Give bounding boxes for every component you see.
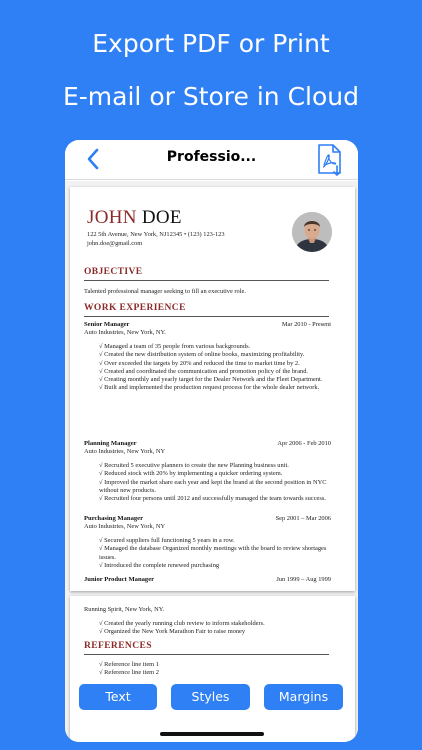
resume-page-1[interactable] [70, 187, 355, 591]
section-divider [84, 280, 329, 281]
promo-headline-2: E-mail or Store in Cloud [62, 82, 360, 111]
document-canvas[interactable] [65, 181, 358, 742]
job-title: Junior Product Manager [84, 576, 155, 583]
job-date: Apr 2006 - Feb 2010 [277, 440, 331, 447]
job-company: Auto Industries, New York, NY [84, 523, 166, 530]
styles-button[interactable]: Styles [171, 684, 250, 710]
promo-headline-1: Export PDF or Print [92, 29, 330, 58]
job-bullets: √ Created the yearly running club review to inform stakeholders. √ Organized the New York Marathon Fair to raise money [99, 620, 265, 636]
resume-email: john.doe@gmail.com [87, 240, 143, 247]
references-heading: REFERENCES [84, 641, 152, 651]
resume-name: JOHN DOE [87, 207, 182, 228]
home-indicator[interactable] [160, 732, 264, 736]
references-list: √ Reference line item 1 √ Reference line item 2 [99, 661, 159, 677]
objective-text: Talented professional manager seeking to fill an executive role. [84, 288, 246, 295]
phone-screen [65, 140, 358, 742]
document-title: Professio... [166, 149, 257, 165]
job-bullets: √ Recruited 5 executive planners to create the new Planning business unit. √ Reduced stock with 20% by implementing a quicker ordering system. √ Improved the market share each year and kept the brand at the second position in NYC without new products. √ Recruited four persons until 2012 and successfully managed the team towards success. [99, 462, 327, 503]
section-divider [84, 316, 329, 317]
job-date: Jun 1999 – Aug 1999 [276, 576, 331, 583]
job-date: Sep 2001 – Mar 2006 [275, 515, 331, 522]
job-company: Auto Industries, New York, NY [84, 448, 166, 455]
resume-address: 122 5th Avenue, New York, NJ12345 • (123) 123-123 [87, 231, 225, 238]
job-bullets: √ Managed a team of 35 people from various backgrounds. √ Created the new distribution system of online books, maximizing profitability. √ Over exceeded the targets by 20% and reduced the time to market time by 2. √ Created and coordinated the communication and promotion policy of the brand. √ Creating monthly and yearly target for the Dealer Network and the Fleet Department. √ Built and implemented the production request process for the whole dealer network. [99, 343, 323, 392]
job-date: Mar 2010 - Present [281, 321, 331, 328]
text-button[interactable]: Text [79, 684, 157, 710]
section-divider [84, 654, 329, 655]
profile-photo [292, 212, 332, 252]
experience-heading: WORK EXPERIENCE [84, 303, 186, 313]
objective-heading: OBJECTIVE [84, 267, 143, 277]
navigation-bar [65, 140, 358, 180]
job-title: Purchasing Manager [84, 515, 144, 522]
job-title: Planning Manager [84, 440, 137, 447]
export-pdf-button[interactable] [315, 143, 345, 177]
pdf-export-icon [315, 143, 345, 177]
margins-button[interactable]: Margins [264, 684, 343, 710]
job-company: Auto Industries, New York, NY. [84, 329, 166, 336]
bottom-toolbar [65, 682, 358, 742]
job-company: Running Spirit, New York, NY. [84, 606, 165, 613]
job-title: Senior Manager [84, 321, 130, 328]
job-bullets: √ Secured suppliers full functioning 5 years in a row. √ Managed the database Organized monthly meetings with the board to review shortages issues. √ Introduced the complete renewed purchasing [99, 537, 327, 569]
